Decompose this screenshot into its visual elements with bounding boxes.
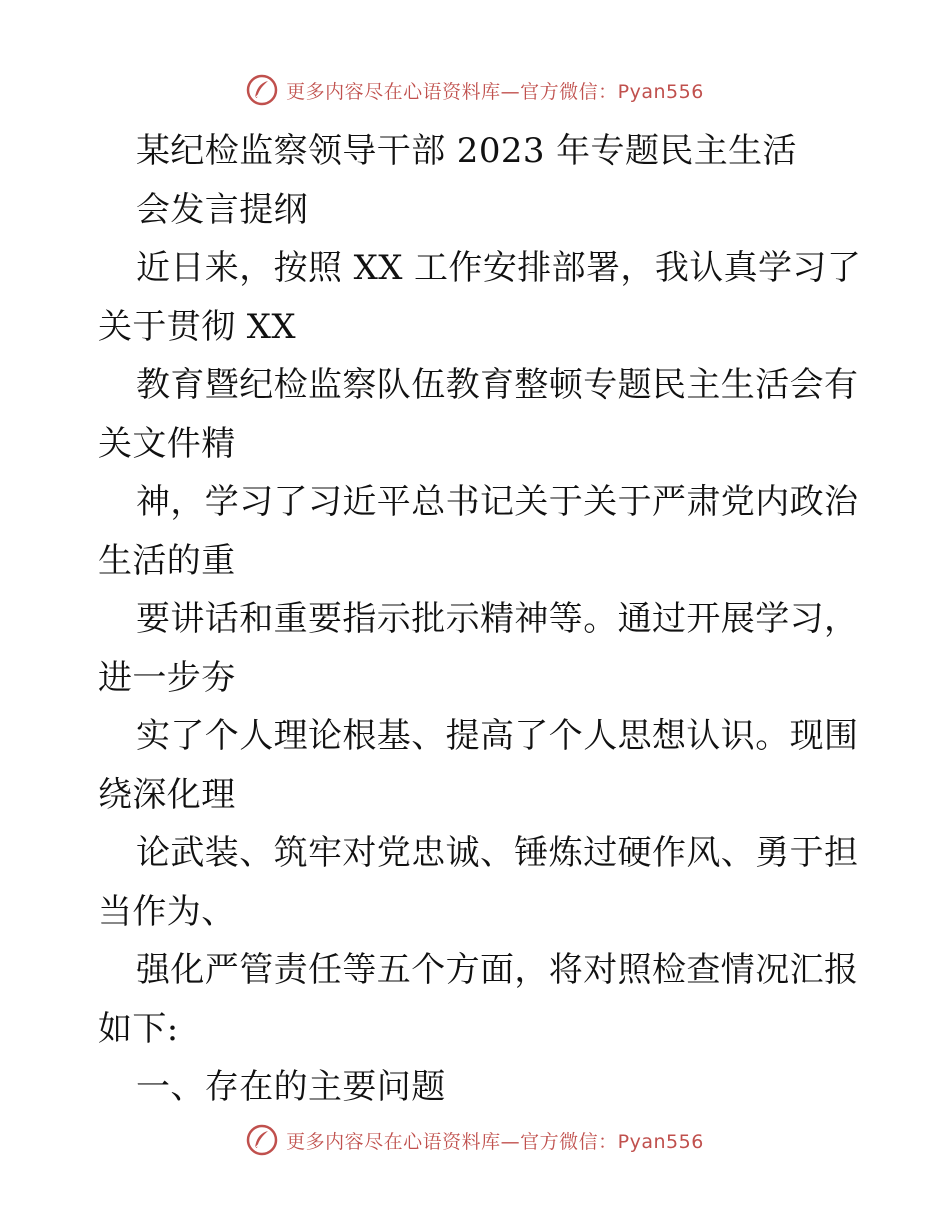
document-line: 一、存在的主要问题 bbox=[136, 1067, 446, 1107]
document-line: 绕深化理 bbox=[98, 774, 236, 815]
document-line: 实了个人理论根基、提高了个人思想认识。现围 bbox=[136, 716, 859, 756]
document-line: 某纪检监察领导干部 2023 年专题民主生活 bbox=[136, 131, 797, 171]
feather-logo-icon bbox=[246, 74, 278, 106]
footer-banner bbox=[0, 1120, 950, 1160]
document-line: 关文件精 bbox=[98, 423, 236, 464]
document-body bbox=[98, 122, 862, 1117]
document-line: 论武装、筑牢对党忠诚、锤炼过硬作风、勇于担 bbox=[136, 833, 859, 873]
document-line: 近日来，按照 XX 工作安排部署，我认真学习了 bbox=[136, 248, 862, 288]
document-line: 教育暨纪检监察队伍教育整顿专题民主生活会有 bbox=[136, 365, 859, 405]
document-line: 进一步夯 bbox=[98, 657, 236, 698]
document-line: 要讲话和重要指示批示精神等。通过开展学习， bbox=[136, 599, 859, 639]
feather-logo-icon bbox=[246, 1124, 278, 1156]
document-line: 当作为、 bbox=[98, 891, 236, 932]
document-line: 生活的重 bbox=[98, 540, 236, 581]
document-line: 神，学习了习近平总书记关于关于严肃党内政治 bbox=[136, 482, 859, 522]
document-line: 关于贯彻 XX bbox=[98, 306, 297, 347]
header-banner bbox=[0, 70, 950, 110]
document-line: 强化严管责任等五个方面，将对照检查情况汇报 bbox=[136, 950, 859, 990]
document-line: 会发言提纲 bbox=[136, 189, 308, 230]
header-banner-text: 更多内容尽在心语资料库—官方微信：Pyan556 bbox=[286, 80, 704, 103]
footer-banner-text: 更多内容尽在心语资料库—官方微信：Pyan556 bbox=[286, 1130, 704, 1153]
document-line: 如下: bbox=[98, 1008, 179, 1049]
